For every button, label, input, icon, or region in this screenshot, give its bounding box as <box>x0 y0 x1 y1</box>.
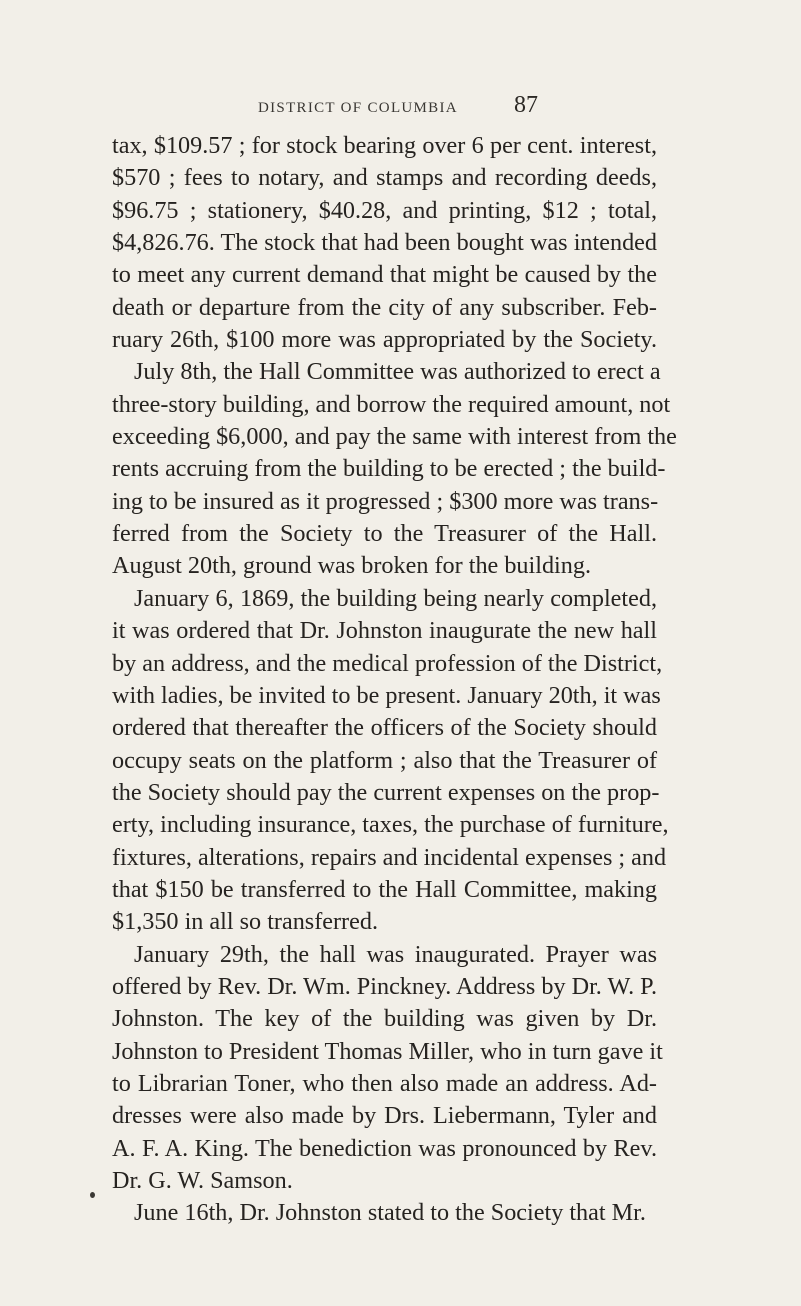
text-line: the Society should pay the current expenses on the prop- <box>112 778 660 806</box>
text-line: ordered that thereafter the officers of the Society should <box>112 714 657 742</box>
text-line: January 6, 1869, the building being nearly completed, <box>134 584 657 612</box>
text-line: to Librarian Toner, who then also made an address. Ad- <box>112 1069 657 1097</box>
text-line: tax, $109.57 ; for stock bearing over 6 per cent. interest, <box>112 132 657 159</box>
text-line: $96.75 ; stationery, $40.28, and printing, $12 ; total, <box>112 196 657 224</box>
running-title: DISTRICT OF COLUMBIA <box>258 100 458 116</box>
text-line: August 20th, ground was broken for the building. <box>112 552 591 580</box>
text-line: June 16th, Dr. Johnston stated to the Society that Mr. <box>134 1199 646 1227</box>
text-line: ing to be insured as it progressed ; $300 more was trans- <box>112 487 659 515</box>
body-text <box>112 130 677 1230</box>
text-line: July 8th, the Hall Committee was authorized to erect a <box>134 358 661 386</box>
text-line: ferred from the Society to the Treasurer of the Hall. <box>112 520 657 548</box>
running-head <box>0 92 801 116</box>
text-line: Dr. G. W. Samson. <box>112 1167 293 1194</box>
text-line: occupy seats on the platform ; also that the Treasurer of <box>112 746 657 774</box>
text-line: fixtures, alterations, repairs and incidental expenses ; and <box>112 843 667 871</box>
text-line: with ladies, be invited to be present. January 20th, it was <box>112 681 661 709</box>
text-line: death or departure from the city of any subscriber. Feb- <box>112 293 657 321</box>
text-line: erty, including insurance, taxes, the purchase of furniture, <box>112 811 669 839</box>
text-line: that $150 be transferred to the Hall Committee, making <box>112 875 657 903</box>
text-line: to meet any current demand that might be caused by the <box>112 261 657 289</box>
text-line: ruary 26th, $100 more was appropriated by the Society. <box>112 326 657 354</box>
text-line: dresses were also made by Drs. Liebermann, Tyler and <box>112 1102 657 1130</box>
text-line: it was ordered that Dr. Johnston inaugurate the new hall <box>112 617 657 645</box>
text-line: three-story building, and borrow the required amount, not <box>112 390 671 418</box>
ink-speck <box>90 1192 95 1198</box>
text-line: rents accruing from the building to be erected ; the build- <box>112 455 666 483</box>
text-line: Johnston to President Thomas Miller, who in turn gave it <box>112 1037 663 1065</box>
text-line: by an address, and the medical profession of the District, <box>112 649 663 677</box>
page-number: 87 <box>514 92 538 118</box>
text-line: $4,826.76. The stock that had been bought was intended <box>112 229 657 257</box>
text-line: January 29th, the hall was inaugurated. Prayer was <box>134 940 657 968</box>
text-line: exceeding $6,000, and pay the same with interest from the <box>112 423 677 451</box>
text-line: $570 ; fees to notary, and stamps and recording deeds, <box>112 164 657 192</box>
text-line: $1,350 in all so transferred. <box>112 908 378 936</box>
text-line: Johnston. The key of the building was given by Dr. <box>112 1005 657 1033</box>
text-line: offered by Rev. Dr. Wm. Pinckney. Address by Dr. W. P. <box>112 972 657 1000</box>
text-line: A. F. A. King. The benediction was pronounced by Rev. <box>112 1134 657 1162</box>
